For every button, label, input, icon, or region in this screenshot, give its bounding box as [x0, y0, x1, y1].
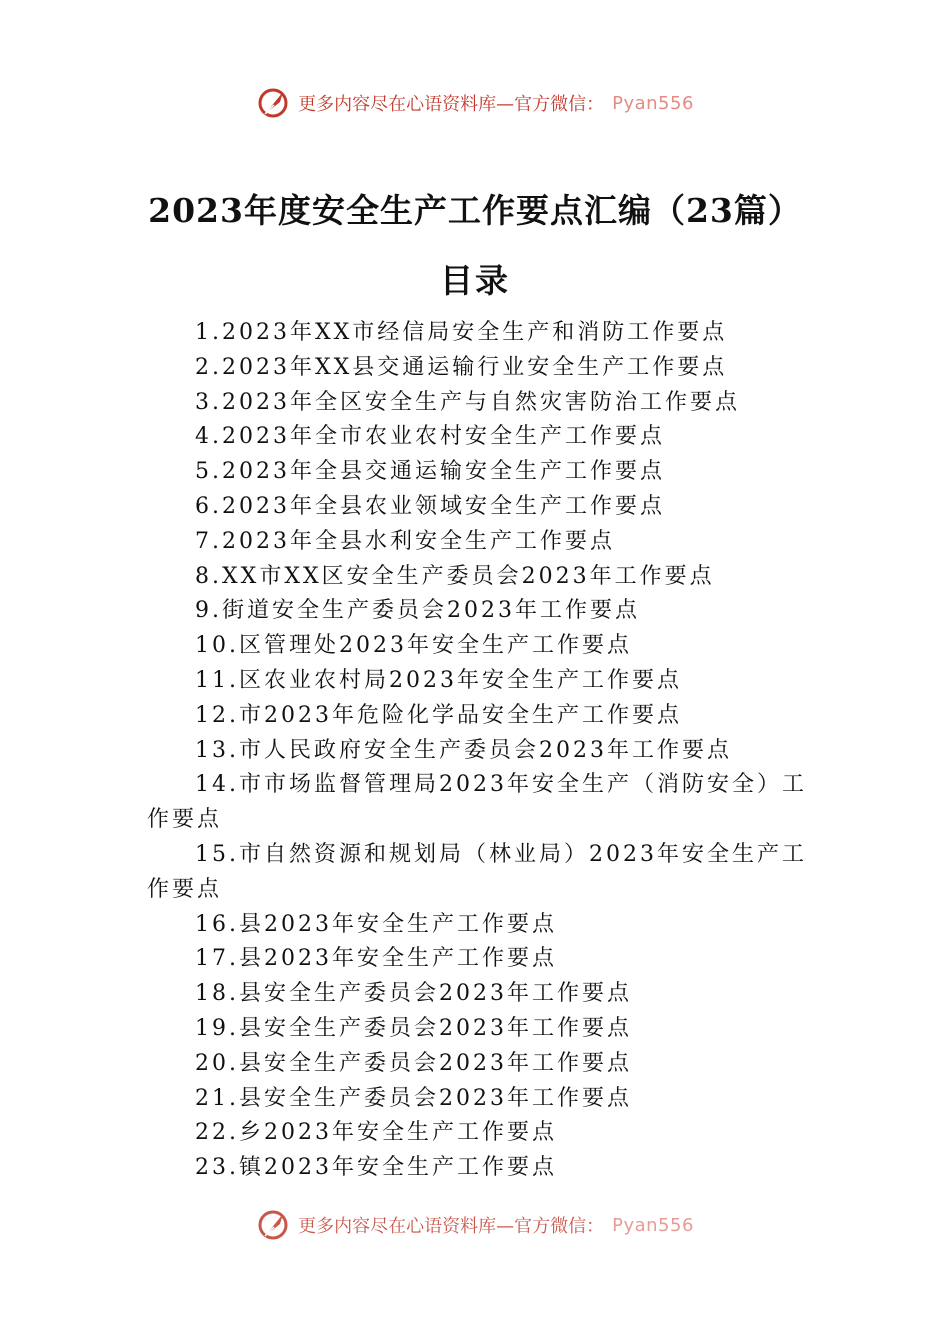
- banner-wechat-id: Pyan556: [612, 92, 694, 114]
- toc-item: 21.县安全生产委员会2023年工作要点: [195, 1085, 632, 1111]
- banner-wechat-id: Pyan556: [612, 1214, 694, 1236]
- toc-item: 12.市2023年危险化学品安全生产工作要点: [195, 702, 682, 728]
- toc-item: 2.2023年XX县交通运输行业安全生产工作要点: [195, 354, 728, 380]
- header-watermark-banner: [0, 86, 950, 120]
- toc-item: 15.市自然资源和规划局（林业局）2023年安全生产工作要点: [147, 841, 807, 902]
- toc-item: 16.县2023年安全生产工作要点: [195, 911, 557, 937]
- toc-item: 3.2023年全区安全生产与自然灾害防治工作要点: [195, 389, 740, 415]
- quill-pen-logo-icon: [256, 1208, 290, 1242]
- toc-item: 1.2023年XX市经信局安全生产和消防工作要点: [195, 320, 728, 345]
- toc-item: 14.市市场监督管理局2023年安全生产（消防安全）工作要点: [147, 772, 807, 833]
- banner-text: 更多内容尽在心语资料库—官方微信：: [298, 94, 605, 115]
- toc-item: 13.市人民政府安全生产委员会2023年工作要点: [195, 737, 732, 763]
- toc-item: 7.2023年全县水利安全生产工作要点: [195, 528, 615, 554]
- toc-item: 8.XX市XX区安全生产委员会2023年工作要点: [195, 563, 715, 589]
- table-of-contents: [147, 316, 812, 1186]
- toc-item: 18.县安全生产委员会2023年工作要点: [195, 981, 632, 1007]
- toc-item: 11.区农业农村局2023年安全生产工作要点: [195, 667, 682, 693]
- footer-watermark-banner: [0, 1208, 950, 1242]
- quill-pen-logo-icon: [256, 86, 290, 120]
- toc-item: 19.县安全生产委员会2023年工作要点: [195, 1015, 632, 1041]
- toc-item: 5.2023年全县交通运输安全生产工作要点: [195, 459, 665, 485]
- toc-item: 17.县2023年安全生产工作要点: [195, 946, 557, 972]
- toc-item: 23.镇2023年安全生产工作要点: [195, 1155, 557, 1181]
- toc-item: 10.区管理处2023年安全生产工作要点: [195, 633, 632, 659]
- document-title: 2023年度安全生产工作要点汇编（23篇）: [148, 191, 802, 230]
- toc-heading: 目录: [440, 261, 510, 300]
- toc-item: 22.乡2023年安全生产工作要点: [195, 1120, 557, 1146]
- toc-item: 6.2023年全县农业领域安全生产工作要点: [195, 493, 665, 519]
- toc-item: 4.2023年全市农业农村安全生产工作要点: [195, 424, 665, 450]
- toc-item: 20.县安全生产委员会2023年工作要点: [195, 1050, 632, 1076]
- banner-text: 更多内容尽在心语资料库—官方微信：: [298, 1216, 605, 1237]
- toc-item: 9.街道安全生产委员会2023年工作要点: [195, 598, 640, 624]
